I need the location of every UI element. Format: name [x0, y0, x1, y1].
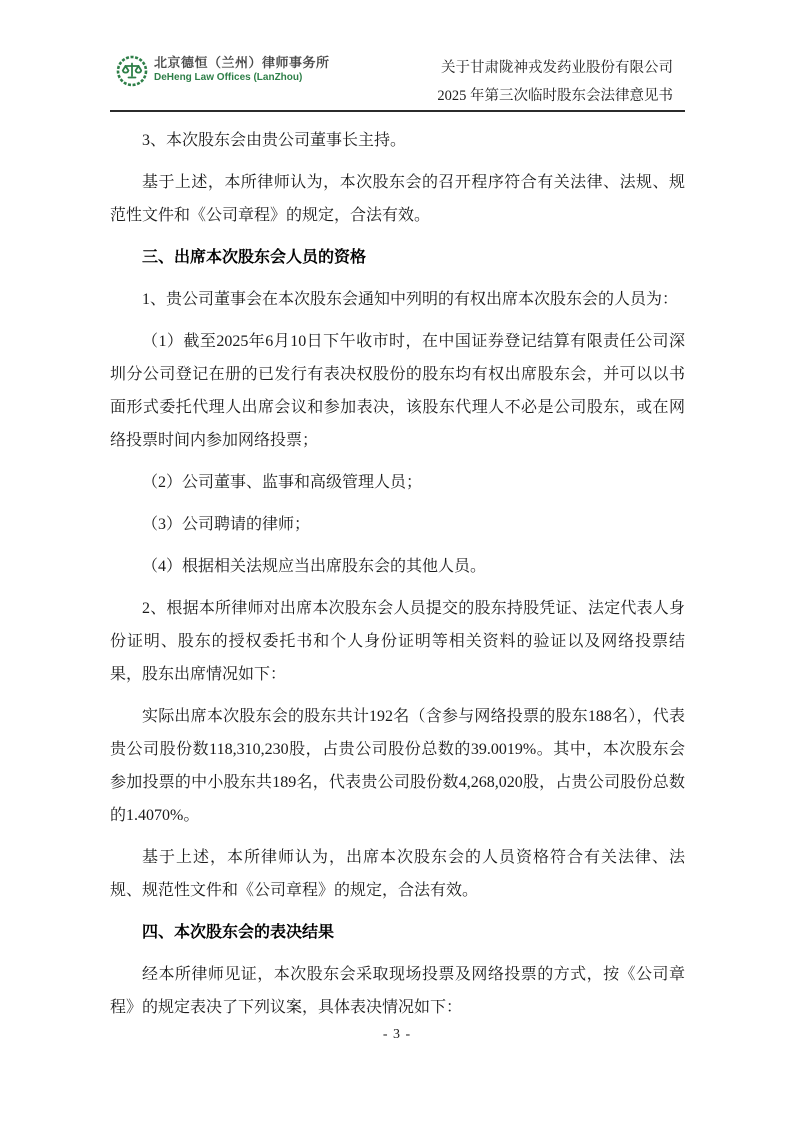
- deheng-logo-icon: [116, 55, 148, 87]
- firm-name-zh: 北京德恒（兰州）律师事务所: [154, 55, 330, 70]
- paragraph: 基于上述，本所律师认为，本次股东会的召开程序符合有关法律、法规、规范性文件和《公司章程》的规定，合法有效。: [110, 174, 685, 224]
- paragraph: 基于上述，本所律师认为，出席本次股东会的人员资格符合有关法律、法规、规范性文件和《公司章程》的规定，合法有效。: [110, 849, 685, 899]
- section-heading: 四、本次股东会的表决结果: [142, 924, 335, 941]
- page-footer: [0, 1027, 794, 1043]
- paragraph: 2、根据本所律师对出席本次股东会人员提交的股东持股凭证、法定代表人身份证明、股东的授权委托书和个人身份证明等相关资料的验证以及网络投票结果，股东出席情况如下：: [110, 600, 685, 683]
- document-body: [110, 124, 685, 1024]
- page-header: [110, 54, 685, 110]
- firm-name-block: [154, 55, 330, 84]
- header-divider: [110, 110, 685, 112]
- paragraph: （4）根据相关法规应当出席股东会的其他人员。: [142, 558, 487, 575]
- doc-title-block: [437, 54, 673, 110]
- paragraph: （2）公司董事、监事和高级管理人员；: [142, 474, 423, 491]
- doc-title-line2: 2025 年第三次临时股东会法律意见书: [437, 88, 673, 104]
- paragraph: 3、本次股东会由贵公司董事长主持。: [142, 132, 407, 149]
- page-number: - 3 -: [382, 1027, 412, 1042]
- paragraph: （1）截至2025年6月10日下午收市时，在中国证券登记结算有限责任公司深圳分公司登记在册的已发行有表决权股份的股东均有权出席股东会，并可以以书面形式委托代理人出席会议和参加表决，该股东代理人不必是公司股东，或在网络投票时间内参加网络投票；: [110, 333, 685, 449]
- paragraph: （3）公司聘请的律师；: [142, 516, 311, 533]
- doc-title-line1: 关于甘肃陇神戎发药业股份有限公司: [441, 60, 673, 76]
- section-heading: 三、出席本次股东会人员的资格: [142, 249, 367, 266]
- firm-block: [116, 55, 330, 87]
- paragraph: 1、贵公司董事会在本次股东会通知中列明的有权出席本次股东会的人员为：: [142, 291, 679, 308]
- firm-name-en: DeHeng Law Offices (LanZhou): [154, 72, 303, 83]
- paragraph: 实际出席本次股东会的股东共计192名（含参与网络投票的股东188名），代表贵公司股份数118,310,230股，占贵公司股份总数的39.0019%。其中，本次股东会参加投票的中小股东共189名，代表贵公司股份数4,268,020股，占贵公司股份总数的1.4070%。: [110, 708, 685, 824]
- paragraph: 经本所律师见证，本次股东会采取现场投票及网络投票的方式，按《公司章程》的规定表决了下列议案，具体表决情况如下：: [110, 966, 685, 1016]
